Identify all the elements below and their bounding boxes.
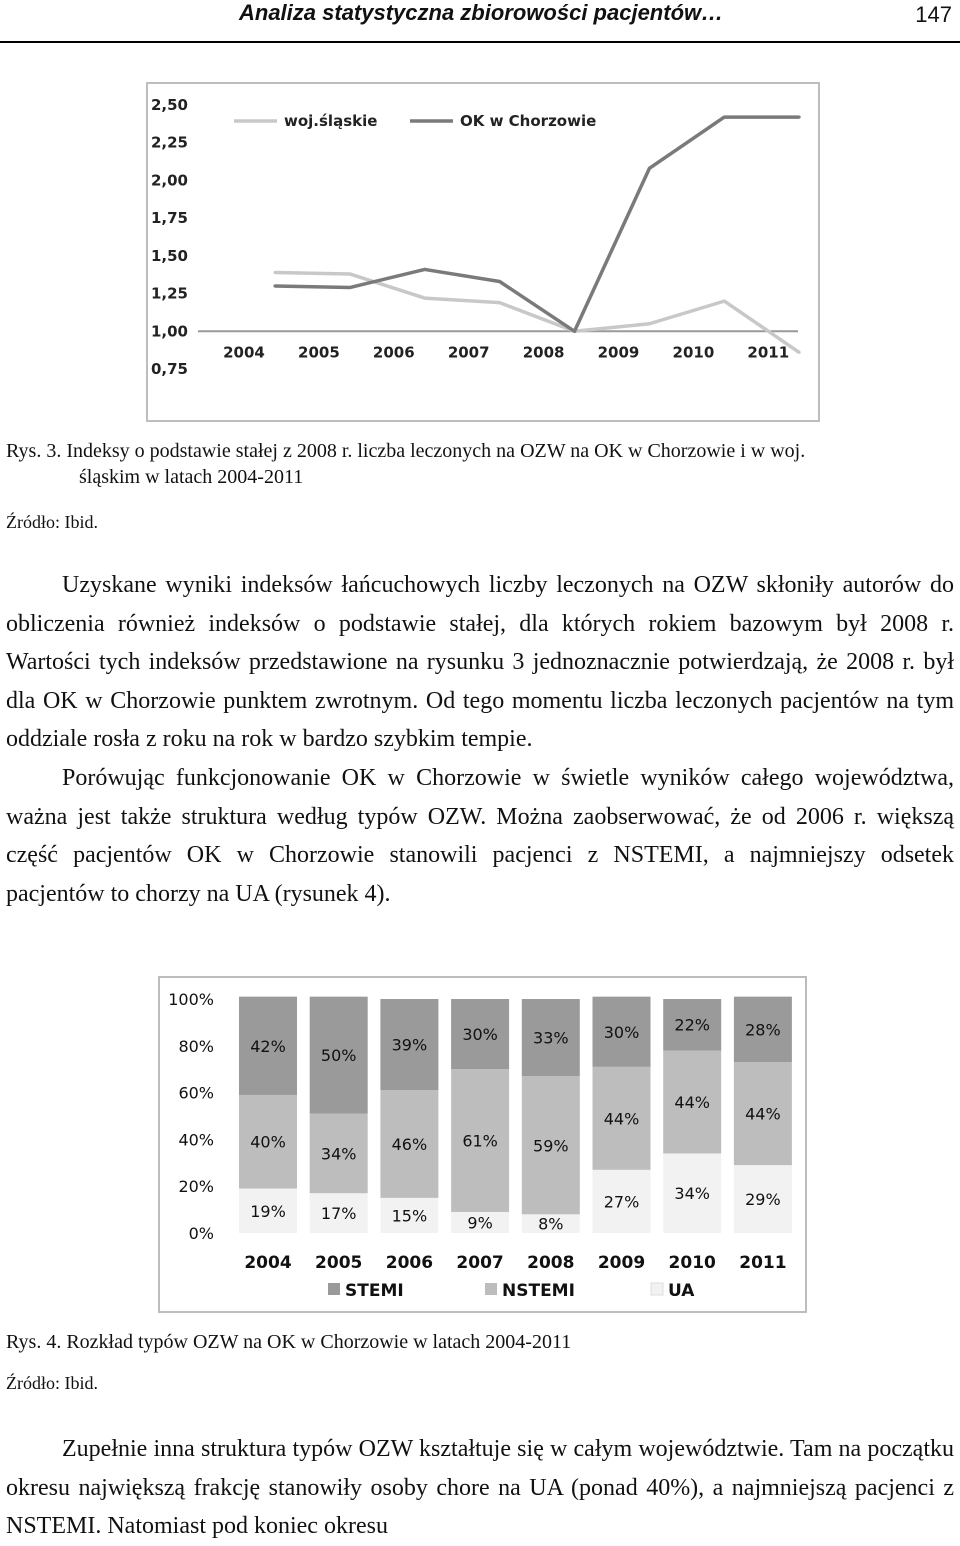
data-point [798, 351, 801, 354]
data-point [273, 285, 276, 288]
data-point [498, 280, 501, 283]
legend-swatch-nstemi [485, 1283, 497, 1295]
data-label-stemi: 33% [533, 1028, 569, 1048]
legend-label: STEMI [345, 1281, 404, 1301]
x-tick-label: 2008 [527, 1253, 575, 1273]
figure-3-line-chart [146, 82, 820, 422]
data-label-nstemi: 61% [462, 1131, 498, 1151]
y-tick-label: 2,50 [150, 96, 188, 114]
figure-3-caption-line-1: Rys. 3. Indeksy o podstawie stałej z 2008 r. liczba leczonych na OZW na OK w Chorzowie i w woj. [6, 440, 806, 462]
data-point [723, 300, 726, 303]
page-number: 147 [915, 2, 952, 27]
body-paragraph: Zupełnie inna struktura typów OZW kształtuje się w całym województwie. Tam na początku okresu największą frakcję stanowiły osoby chore na UA (ponad 40%), a najmniejszą pacjenci z NSTEMI. Natomiast pod koniec okresu [6, 1436, 954, 1540]
y-tick-label: 1,50 [150, 246, 188, 265]
data-label-ua: 34% [674, 1184, 710, 1204]
data-label-nstemi: 46% [391, 1135, 428, 1155]
legend-swatch-stemi [328, 1283, 340, 1295]
data-label-ua: 27% [603, 1192, 640, 1212]
x-tick-label: 2007 [447, 343, 490, 362]
data-label-stemi: 30% [603, 1022, 640, 1042]
x-tick-label: 2009 [597, 343, 640, 362]
data-point [723, 116, 726, 119]
y-tick-label: 20% [178, 1177, 214, 1197]
legend-label: UA [668, 1281, 695, 1301]
data-point [648, 322, 651, 325]
data-label-nstemi: 40% [250, 1132, 286, 1152]
y-tick-label: 100% [168, 990, 214, 1009]
data-label-ua: 17% [320, 1204, 357, 1224]
data-label-stemi: 30% [462, 1025, 498, 1045]
figure-4-caption: Rys. 4. Rozkład typów OZW na OK w Chorzowie w latach 2004-2011 [6, 1331, 572, 1353]
x-tick-label: 2008 [522, 343, 565, 362]
legend-swatch-ua [651, 1283, 663, 1295]
body-paragraph: Uzyskane wyniki indeksów łańcuchowych liczby leczonych na OZW skłoniły autorów do obliczenia również indeksów o podstawie stałej, dla których rokiem bazowym był 2008 r. Wartości tych indeksów przedstawione na rysunku 3 jednoznacznie potwierdzają, że 2008 r. był dla OK w Chorzowie punktem zwrotnym. Od tego momentu liczba leczonych pacjentów na tym oddziale rosła z roku na rok w bardzo szybkim tempie. [6, 572, 954, 753]
figure-4-source: Źródło: Ibid. [6, 1373, 98, 1393]
data-label-nstemi: 44% [603, 1109, 640, 1129]
data-point [798, 116, 801, 119]
x-tick-label: 2011 [739, 1253, 787, 1273]
x-tick-label: 2010 [668, 1253, 716, 1273]
y-tick-label: 1,75 [150, 209, 188, 228]
data-point [498, 301, 501, 304]
x-tick-label: 2010 [672, 343, 715, 362]
data-label-stemi: 50% [320, 1046, 357, 1066]
line-series-ok-chorzow [275, 117, 799, 331]
data-label-stemi: 22% [674, 1015, 710, 1035]
x-tick-label: 2006 [372, 343, 415, 362]
data-label-ua: 15% [391, 1206, 428, 1226]
data-point [348, 286, 351, 289]
x-tick-label: 2004 [223, 343, 265, 362]
figure-4-stacked-bar-chart [158, 976, 807, 1313]
y-tick-label: 2,00 [150, 171, 188, 190]
legend-label: OK w Chorzowie [460, 112, 597, 130]
data-label-nstemi: 34% [320, 1144, 357, 1164]
y-tick-label: 0,75 [150, 360, 188, 378]
y-tick-label: 2,25 [150, 133, 188, 152]
data-label-nstemi: 44% [745, 1104, 781, 1124]
y-tick-label: 1,25 [150, 284, 188, 303]
figure-3-caption-line-2: śląskim w latach 2004-2011 [79, 466, 304, 488]
line-series-woj-slaskie [275, 272, 799, 352]
y-tick-label: 40% [178, 1130, 214, 1150]
data-point [573, 330, 576, 333]
figure-3-source: Źródło: Ibid. [6, 512, 98, 532]
x-tick-label: 2011 [747, 343, 790, 362]
data-label-stemi: 28% [745, 1020, 781, 1040]
header-rule [0, 41, 960, 43]
x-tick-label: 2004 [244, 1253, 292, 1273]
line-chart-svg [148, 84, 818, 420]
data-label-nstemi: 44% [674, 1092, 710, 1112]
legend-label: woj.śląskie [284, 112, 378, 130]
data-point [348, 272, 351, 275]
data-label-ua: 19% [250, 1201, 286, 1221]
data-label-stemi: 42% [250, 1036, 286, 1056]
data-label-ua: 9% [467, 1213, 493, 1233]
data-label-ua: 29% [745, 1190, 781, 1210]
body-paragraph-block-2 [6, 1430, 954, 1546]
x-tick-label: 2005 [315, 1253, 363, 1273]
body-paragraph-block-1 [6, 566, 954, 913]
y-tick-label: 80% [178, 1036, 214, 1056]
x-tick-label: 2005 [298, 343, 340, 362]
data-label-nstemi: 59% [533, 1136, 569, 1156]
data-point [423, 268, 426, 271]
body-paragraph: Porówując funkcjonowanie OK w Chorzowie w świetle wyników całego województwa, ważna jest także struktura według typów OZW. Można zaobserwować, że od 2006 r. większą część pacjentów OK w Chorzowie stanowili pacjenci z NSTEMI, a najmniejszy odsetek pacjentów to chorzy na UA (rysunek 4). [6, 764, 954, 907]
data-point [423, 297, 426, 300]
legend-label: NSTEMI [502, 1281, 575, 1301]
x-tick-label: 2009 [597, 1253, 646, 1273]
x-tick-label: 2007 [456, 1253, 504, 1273]
data-point [273, 271, 276, 274]
data-point [648, 167, 651, 170]
x-tick-label: 2006 [385, 1253, 434, 1273]
y-tick-label: 1,00 [150, 322, 188, 341]
y-tick-label: 60% [178, 1083, 214, 1103]
y-tick-label: 0% [188, 1224, 214, 1243]
data-label-ua: 8% [538, 1214, 564, 1234]
running-header-title: Analiza statystyczna zbiorowości pacjentów… [239, 0, 724, 25]
stacked-bar-chart-svg [160, 978, 805, 1311]
data-label-stemi: 39% [391, 1035, 428, 1055]
